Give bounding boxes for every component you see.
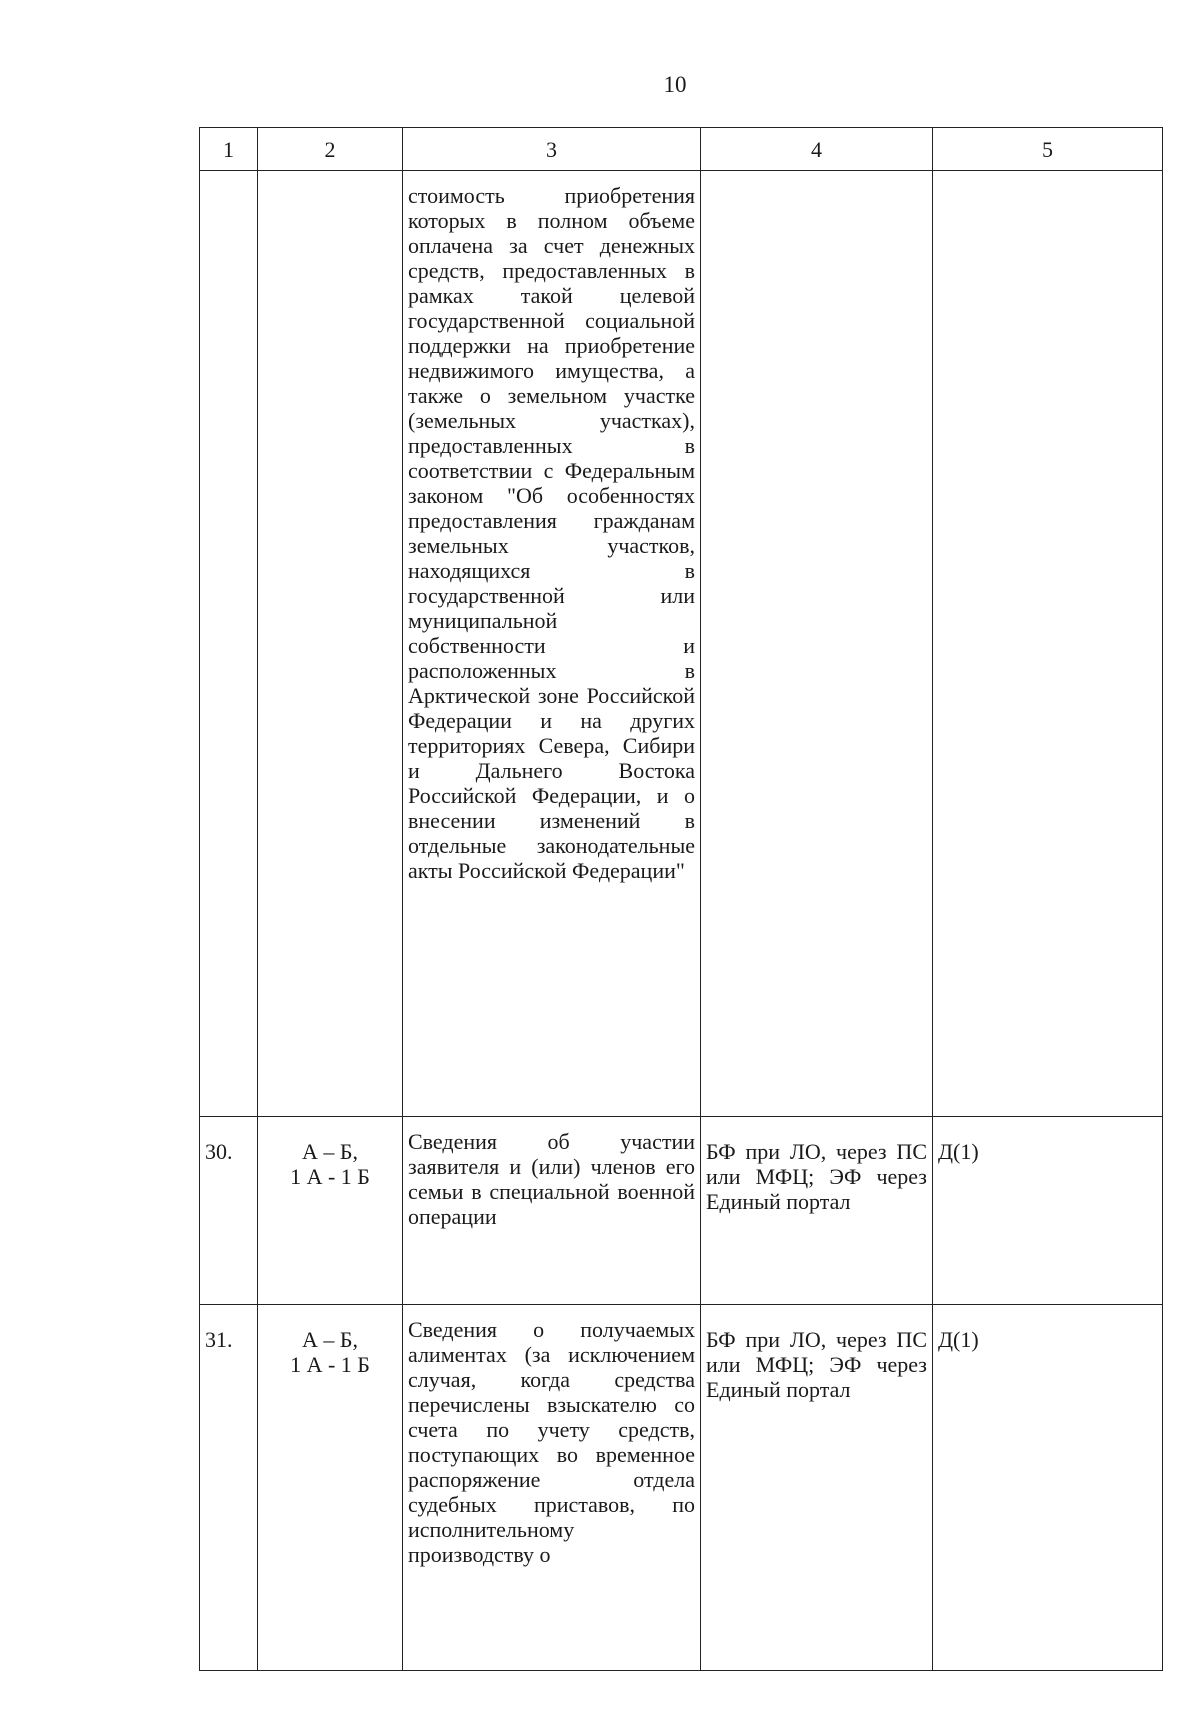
row-description: стоимость приобретения которых в полном объеме оплачена за счет денежных средств, предоставленных в рамках такой целевой государственной социальной поддержки на приобретение недвижимого имущества, а также о земельном участке (земельных участках), предоставленных в соответствии с Федеральным законом "Об особенностях предоставления гражданам земельных участков, находящихся в государственной или муниципальной собственности и расположенных в Арктической зоне Российской Федерации и на других территориях Севера, Сибири и Дальнего Востока Российской Федерации, и о внесении изменений в отдельные законодательные акты Российской Федерации": [403, 171, 701, 1117]
documents-table: [199, 127, 1163, 1671]
row-requirement: [933, 171, 1163, 1117]
row-category: А – Б, 1 А - 1 Б: [258, 1305, 403, 1671]
page-number: 10: [663, 72, 687, 97]
row-requirement: Д(1): [933, 1117, 1163, 1305]
row-description: Сведения о получаемых алиментах (за исключением случая, когда средства перечислены взыскателю со счета по учету средств, поступающих во временное распоряжение отдела судебных приставов, по исполнительному производству о: [403, 1305, 701, 1671]
row-description: Сведения об участии заявителя и (или) членов его семьи в специальной военной операции: [403, 1117, 701, 1305]
row-method: БФ при ЛО, через ПС или МФЦ; ЭФ через Единый портал: [701, 1117, 933, 1305]
row-number: 31.: [200, 1305, 258, 1671]
row-requirement: Д(1): [933, 1305, 1163, 1671]
row-number: [200, 171, 258, 1117]
column-header: 1: [200, 128, 258, 171]
row-category: [258, 171, 403, 1117]
row-number: 30.: [200, 1117, 258, 1305]
table-row: [200, 1305, 1163, 1671]
row-method: БФ при ЛО, через ПС или МФЦ; ЭФ через Единый портал: [701, 1305, 933, 1671]
column-header: 4: [701, 128, 933, 171]
row-method: [701, 171, 933, 1117]
table-row: [200, 171, 1163, 1117]
row-category: А – Б, 1 А - 1 Б: [258, 1117, 403, 1305]
column-header: 5: [933, 128, 1163, 171]
table-row: [200, 1117, 1163, 1305]
column-header: 2: [258, 128, 403, 171]
table-header-row: [200, 128, 1163, 171]
column-header: 3: [403, 128, 701, 171]
